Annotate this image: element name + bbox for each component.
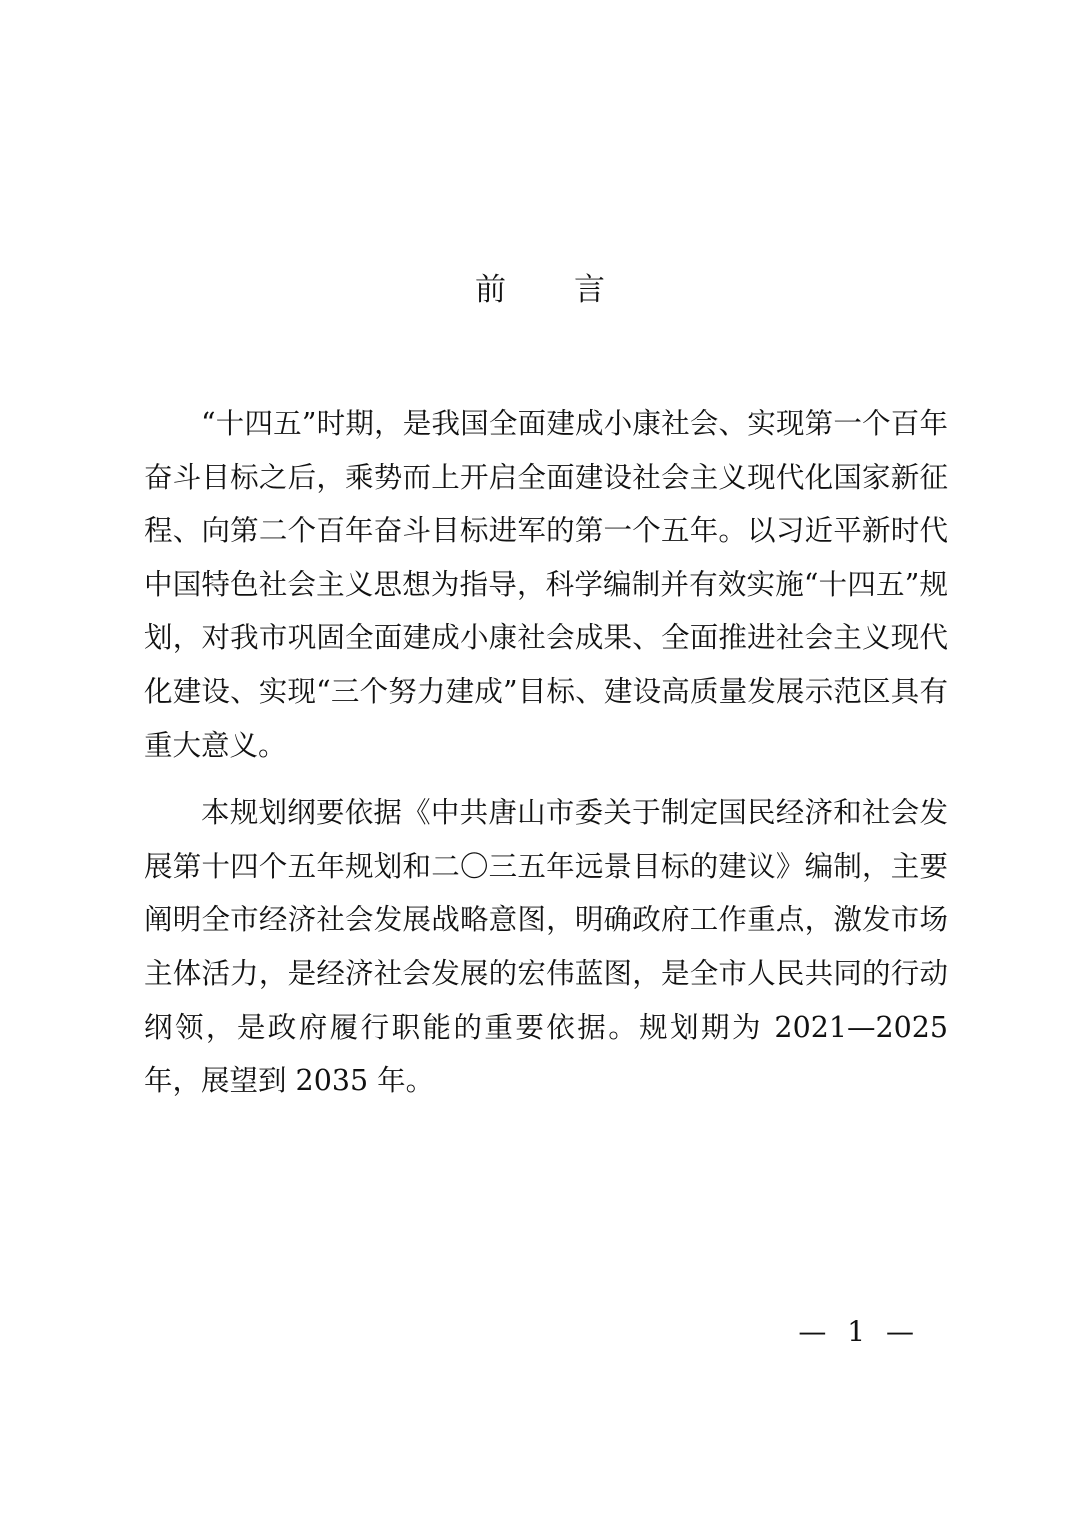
paragraph-1: “十四五”时期，是我国全面建成小康社会、实现第一个百年奋斗目标之后，乘势而上开启全面建设社会主义现代化国家新征程、向第二个百年奋斗目标进军的第一个五年。以习近平新时代中国特色社会主义思想为指导，科学编制并有效实施“十四五”规划，对我市巩固全面建成小康社会成果、全面推进社会主义现代化建设、实现“三个努力建成”目标、建设高质量发展示范区具有重大意义。: [144, 407, 948, 762]
paragraph-2: 本规划纲要依据《中共唐山市委关于制定国民经济和社会发展第十四个五年规划和二〇三五年远景目标的建议》编制，主要阐明全市经济社会发展战略意图，明确政府工作重点，激发市场主体活力，是经济社会发展的宏伟蓝图，是全市人民共同的行动纲领，是政府履行职能的重要依据。规划期为 2021—2025 年，展望到 2035 年。: [144, 796, 948, 1098]
title-char-1: 前: [475, 272, 506, 308]
title-char-2: 言: [574, 272, 605, 308]
document-body: [144, 397, 948, 1122]
page-title: [0, 266, 1080, 314]
page-number: — 1 —: [798, 1315, 920, 1348]
